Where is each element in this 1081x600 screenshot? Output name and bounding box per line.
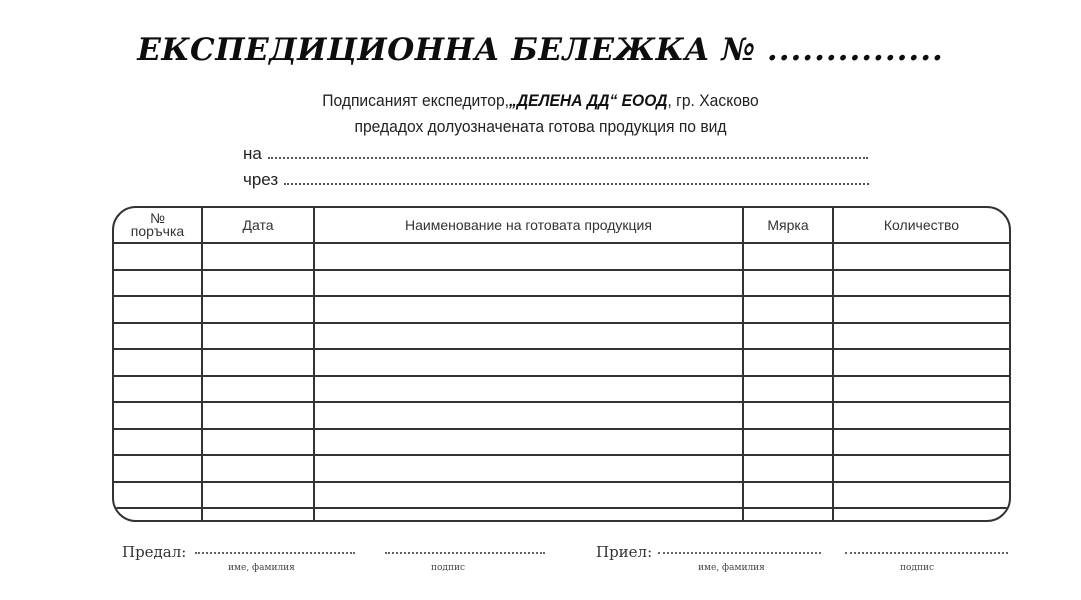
cell-quantity[interactable] <box>833 349 1009 376</box>
cell-quantity[interactable] <box>833 429 1009 456</box>
cell-unit[interactable] <box>743 296 833 323</box>
to-label: на <box>243 144 262 163</box>
cell-date[interactable] <box>202 508 314 522</box>
cell-product[interactable] <box>314 376 743 403</box>
cell-order[interactable] <box>114 376 202 403</box>
cell-quantity[interactable] <box>833 270 1009 297</box>
table-row <box>114 270 1009 297</box>
cell-unit[interactable] <box>743 455 833 482</box>
header-product-name: Наименование на готовата продукция <box>314 208 743 243</box>
table-row <box>114 455 1009 482</box>
cell-product[interactable] <box>314 296 743 323</box>
cell-order[interactable] <box>114 508 202 522</box>
cell-unit[interactable] <box>743 376 833 403</box>
cell-date[interactable] <box>202 296 314 323</box>
cell-product[interactable] <box>314 243 743 270</box>
cell-date[interactable] <box>202 402 314 429</box>
cell-product[interactable] <box>314 508 743 522</box>
received-by-name-caption: име, фамилия <box>698 563 765 573</box>
to-field-row <box>243 144 868 164</box>
cell-order[interactable] <box>114 323 202 350</box>
cell-product[interactable] <box>314 349 743 376</box>
cell-quantity[interactable] <box>833 508 1009 522</box>
header-quantity: Количество <box>833 208 1009 243</box>
cell-date[interactable] <box>202 323 314 350</box>
cell-product[interactable] <box>314 323 743 350</box>
table-row <box>114 323 1009 350</box>
to-field[interactable] <box>268 147 868 159</box>
cell-unit[interactable] <box>743 323 833 350</box>
cell-quantity[interactable] <box>833 296 1009 323</box>
given-by-signature-caption: подпис <box>431 563 465 573</box>
via-field[interactable] <box>284 173 869 185</box>
cell-product[interactable] <box>314 482 743 509</box>
products-table <box>112 206 1011 522</box>
received-by-label: Приел: <box>596 543 653 561</box>
cell-order[interactable] <box>114 296 202 323</box>
received-by-signature-caption: подпис <box>900 563 934 573</box>
cell-quantity[interactable] <box>833 482 1009 509</box>
cell-date[interactable] <box>202 376 314 403</box>
cell-date[interactable] <box>202 349 314 376</box>
cell-date[interactable] <box>202 270 314 297</box>
table-row <box>114 376 1009 403</box>
cell-product[interactable] <box>314 429 743 456</box>
cell-unit[interactable] <box>743 429 833 456</box>
cell-order[interactable] <box>114 349 202 376</box>
cell-product[interactable] <box>314 270 743 297</box>
cell-order[interactable] <box>114 243 202 270</box>
document-number-field[interactable]: ............... <box>766 32 944 68</box>
cell-product[interactable] <box>314 455 743 482</box>
table-row <box>114 402 1009 429</box>
given-by-name-caption: име, фамилия <box>228 563 295 573</box>
given-by-label: Предал: <box>122 543 187 561</box>
cell-order[interactable] <box>114 429 202 456</box>
company-name: „ДЕЛЕНА ДД“ ЕООД <box>509 91 668 110</box>
table-row <box>114 508 1009 522</box>
table-row <box>114 482 1009 509</box>
cell-unit[interactable] <box>743 270 833 297</box>
cell-date[interactable] <box>202 429 314 456</box>
given-by-name-field[interactable] <box>195 544 355 554</box>
cell-quantity[interactable] <box>833 455 1009 482</box>
given-by-signature-field[interactable] <box>385 544 545 554</box>
title-text: ЕКСПЕДИЦИОННА БЕЛЕЖКА № <box>137 32 756 68</box>
document-title <box>0 32 1081 68</box>
table-row <box>114 429 1009 456</box>
cell-quantity[interactable] <box>833 402 1009 429</box>
header-unit: Мярка <box>743 208 833 243</box>
cell-order[interactable] <box>114 402 202 429</box>
intro-line-2: предадох долуозначената готова продукция по вид <box>354 117 727 136</box>
cell-unit[interactable] <box>743 508 833 522</box>
cell-date[interactable] <box>202 243 314 270</box>
cell-order[interactable] <box>114 482 202 509</box>
via-field-row <box>243 170 869 190</box>
cell-date[interactable] <box>202 482 314 509</box>
intro-line-1: Подписаният експедитор,„ДЕЛЕНА ДД“ ЕООД, гр. Хасково <box>322 91 759 110</box>
cell-quantity[interactable] <box>833 243 1009 270</box>
cell-unit[interactable] <box>743 482 833 509</box>
cell-unit[interactable] <box>743 349 833 376</box>
received-by-signature-field[interactable] <box>845 544 1008 554</box>
cell-quantity[interactable] <box>833 376 1009 403</box>
header-order-number: № поръчка <box>114 208 202 243</box>
cell-unit[interactable] <box>743 402 833 429</box>
cell-order[interactable] <box>114 270 202 297</box>
table-row <box>114 296 1009 323</box>
cell-unit[interactable] <box>743 243 833 270</box>
via-label: чрез <box>243 170 279 189</box>
cell-order[interactable] <box>114 455 202 482</box>
table-header-row <box>114 208 1009 243</box>
cell-product[interactable] <box>314 402 743 429</box>
table-row <box>114 349 1009 376</box>
cell-quantity[interactable] <box>833 323 1009 350</box>
header-date: Дата <box>202 208 314 243</box>
received-by-name-field[interactable] <box>658 544 821 554</box>
cell-date[interactable] <box>202 455 314 482</box>
table-row <box>114 243 1009 270</box>
